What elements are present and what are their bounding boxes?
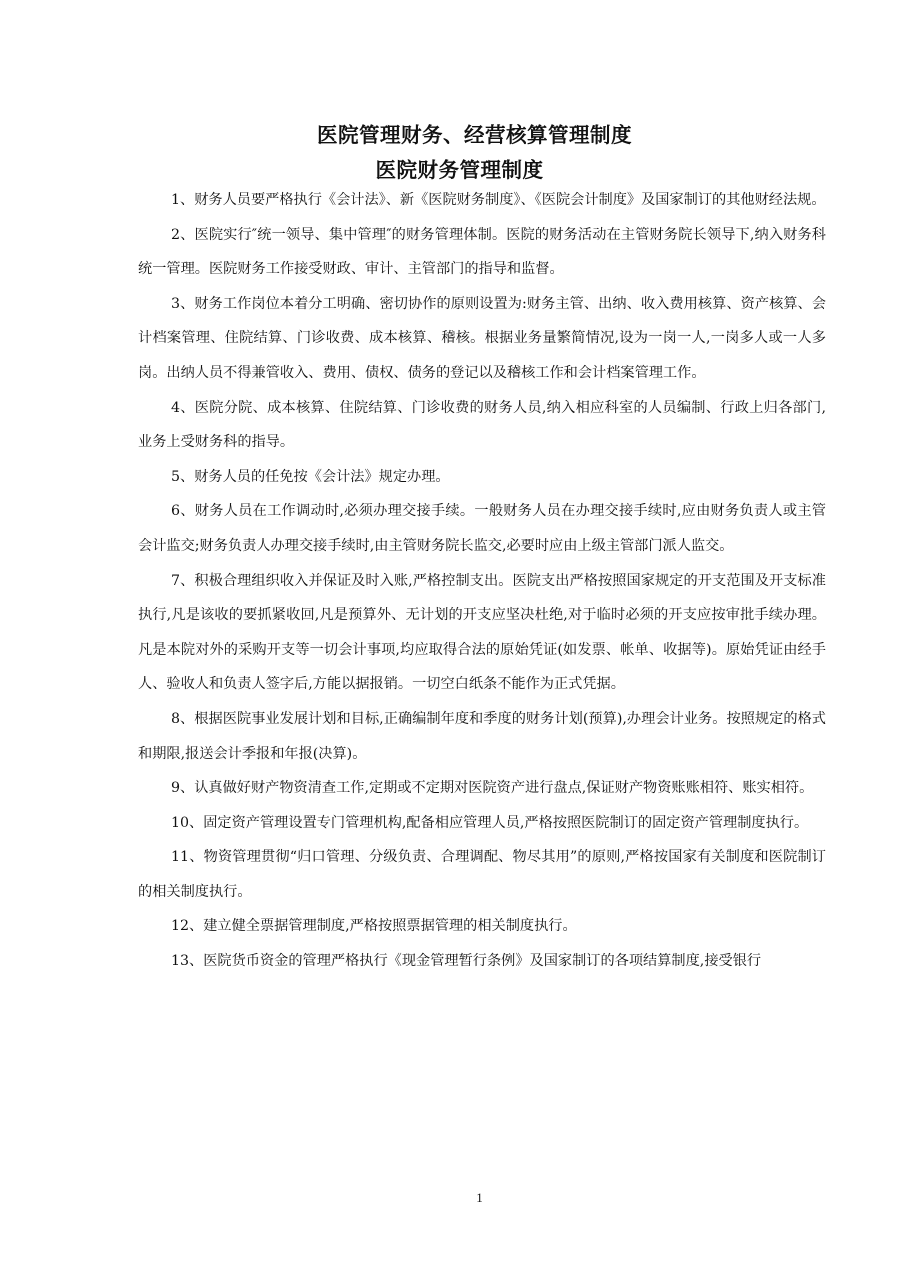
paragraph-12: 12、建立健全票据管理制度,严格按照票据管理的相关制度执行。 [171, 918, 577, 935]
document-body [138, 183, 826, 979]
paragraph-8: 8、根据医院事业发展计划和目标,正确编制年度和季度的财务计划(预算),办理会计业务。按照规定的格式和期限,报送会计季报和年报(决算)。 [138, 710, 826, 762]
paragraph-13: 13、医院货币资金的管理严格执行《现金管理暂行条例》及国家制订的各项结算制度,接受银行 [171, 953, 762, 970]
paragraph-6: 6、财务人员在工作调动时,必须办理交接手续。一般财务人员在办理交接手续时,应由财务负责人或主管会计监交;财务负责人办理交接手续时,由主管财务院长监交,必要时应由上级主管部门派人监交。 [138, 503, 826, 554]
document-title: 医院管理财务、经营核算管理制度 [317, 123, 632, 147]
paragraph-11: 11、物资管理贯彻“归口管理、分级负责、合理调配、物尽其用”的原则,严格按国家有关制度和医院制订的相关制度执行。 [138, 849, 826, 900]
paragraph-4: 4、医院分院、成本核算、住院结算、门诊收费的财务人员,纳入相应科室的人员编制、行政上归各部门,业务上受财务科的指导。 [138, 399, 826, 451]
paragraph-9: 9、认真做好财产物资清查工作,定期或不定期对医院资产进行盘点,保证财产物资账账相符、账实相符。 [171, 780, 814, 797]
paragraph-3: 3、财务工作岗位本着分工明确、密切协作的原则设置为:财务主管、出纳、收入费用核算、资产核算、会计档案管理、住院结算、门诊收费、成本核算、稽核。根据业务量繁简情况,设为一岗一人,一岗多人或一人多岗。出纳人员不得兼管收入、费用、债权、债务的登记以及稽核工作和会计档案管理工作。 [138, 295, 826, 381]
document-subtitle: 医院财务管理制度 [375, 158, 544, 182]
paragraph-2: 2、医院实行″统一领导、集中管理″的财务管理体制。医院的财务活动在主管财务院长领导下,纳入财务科统一管理。医院财务工作接受财政、审计、主管部门的指导和监督。 [138, 226, 826, 278]
paragraph-5: 5、财务人员的任免按《会计法》规定办理。 [171, 468, 450, 485]
paragraph-7: 7、积极合理组织收入并保证及时入账,严格控制支出。医院支出严格按照国家规定的开支范围及开支标准执行,凡是该收的要抓紧收回,凡是预算外、无计划的开支应坚决杜绝,对于临时必须的开支应按审批手续办理。凡是本院对外的采购开支等一切会计事项,均应取得合法的原始凭证(如发票、帐单、收据等)。原始凭证由经手人、验收人和负责人签字后,方能以据报销。一切空白纸条不能作为正式凭据。 [138, 572, 826, 693]
page-number: 1 [476, 1190, 483, 1205]
paragraph-10: 10、固定资产管理设置专门管理机构,配备相应管理人员,严格按照医院制订的固定资产管理制度执行。 [171, 814, 809, 831]
paragraph-1: 1、财务人员要严格执行《会计法》、新《医院财务制度》、《医院会计制度》及国家制订的其他财经法规。 [171, 192, 826, 208]
